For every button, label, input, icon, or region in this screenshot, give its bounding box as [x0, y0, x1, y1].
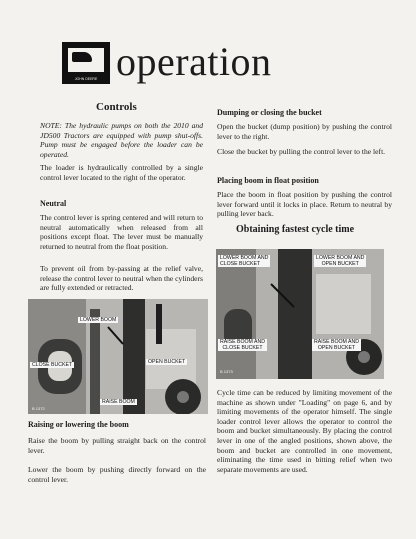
dumping-heading: Dumping or closing the bucket: [217, 108, 322, 117]
john-deere-logo: [62, 42, 110, 84]
label-raise-boom-open-bucket: RAISE BOOM AND OPEN BUCKET: [314, 339, 359, 351]
deer-icon: [72, 52, 92, 62]
neutral-paragraph: The control lever is spring centered and will return to neutral automatically when released from all positions except float. The lever must be manually returned to neutral from the float position.: [40, 213, 203, 251]
control-lever-photo-right: [216, 249, 384, 379]
photo-right-id: B 1373: [220, 369, 233, 374]
photo-right-scene: [216, 249, 384, 379]
controls-heading: Controls: [96, 101, 137, 113]
controls-intro: The loader is hydraulically controlled by a single control lever located to the right of the operator.: [40, 163, 203, 182]
bypass-paragraph: To prevent oil from by-passing at the relief valve, release the control lever to neutral when the cylinders are fully extended or retracted.: [40, 264, 203, 293]
controls-note: NOTE: The hydraulic pumps on both the 2010 and JD500 Tractors are equipped with pump shut-offs. Pump must be engaged before the loader can be operated.: [40, 121, 203, 159]
fastest-paragraph: Cycle time can be reduced by limiting movement of the machine as shown under "Loading" on page 6, and by limiting movements of the operator himself. The single loader control lever allows the operator to control the boom and bucket simultaneously. By placing the control lever in one of the angled positions, shown above, the boom and bucket are controlled in one movement, eliminating the time used in bitting relief when two separate movements are used.: [217, 388, 392, 474]
label-lower-boom-open-bucket: LOWER BOOM AND OPEN BUCKET: [316, 255, 365, 267]
label-raise-boom: RAISE BOOM: [102, 399, 135, 405]
raising-heading: Raising or lowering the boom: [28, 420, 129, 429]
fastest-heading: Obtaining fastest cycle time: [236, 224, 355, 235]
page-title: operation: [116, 39, 272, 84]
label-close-bucket: CLOSE BUCKET: [32, 362, 73, 368]
logo-text: JOHN DEERE: [74, 77, 98, 81]
closing-paragraph: Close the bucket by pulling the control lever to the left.: [217, 147, 386, 156]
dumping-paragraph: Open the bucket (dump position) by pushing the control lever to the right.: [217, 122, 392, 141]
photo-left-id: B 1372: [32, 406, 45, 411]
placing-paragraph: Place the boom in float position by pushing the control lever forward until it locks in place. Return to neutral by pulling lever back.: [217, 190, 392, 219]
raising-paragraph: Raise the boom by pulling straight back on the control lever.: [28, 436, 206, 455]
label-open-bucket: OPEN BUCKET: [148, 359, 186, 365]
label-lower-boom-close-bucket: LOWER BOOM AND CLOSE BUCKET: [220, 255, 269, 267]
label-lower-boom: LOWER BOOM: [80, 317, 117, 323]
placing-heading: Placing boom in float position: [217, 176, 319, 185]
lowering-paragraph: Lower the boom by pushing directly forward on the control lever.: [28, 465, 206, 484]
neutral-heading: Neutral: [40, 199, 67, 208]
control-lever-photo-left: [28, 299, 208, 414]
label-raise-boom-close-bucket: RAISE BOOM AND CLOSE BUCKET: [220, 339, 265, 351]
